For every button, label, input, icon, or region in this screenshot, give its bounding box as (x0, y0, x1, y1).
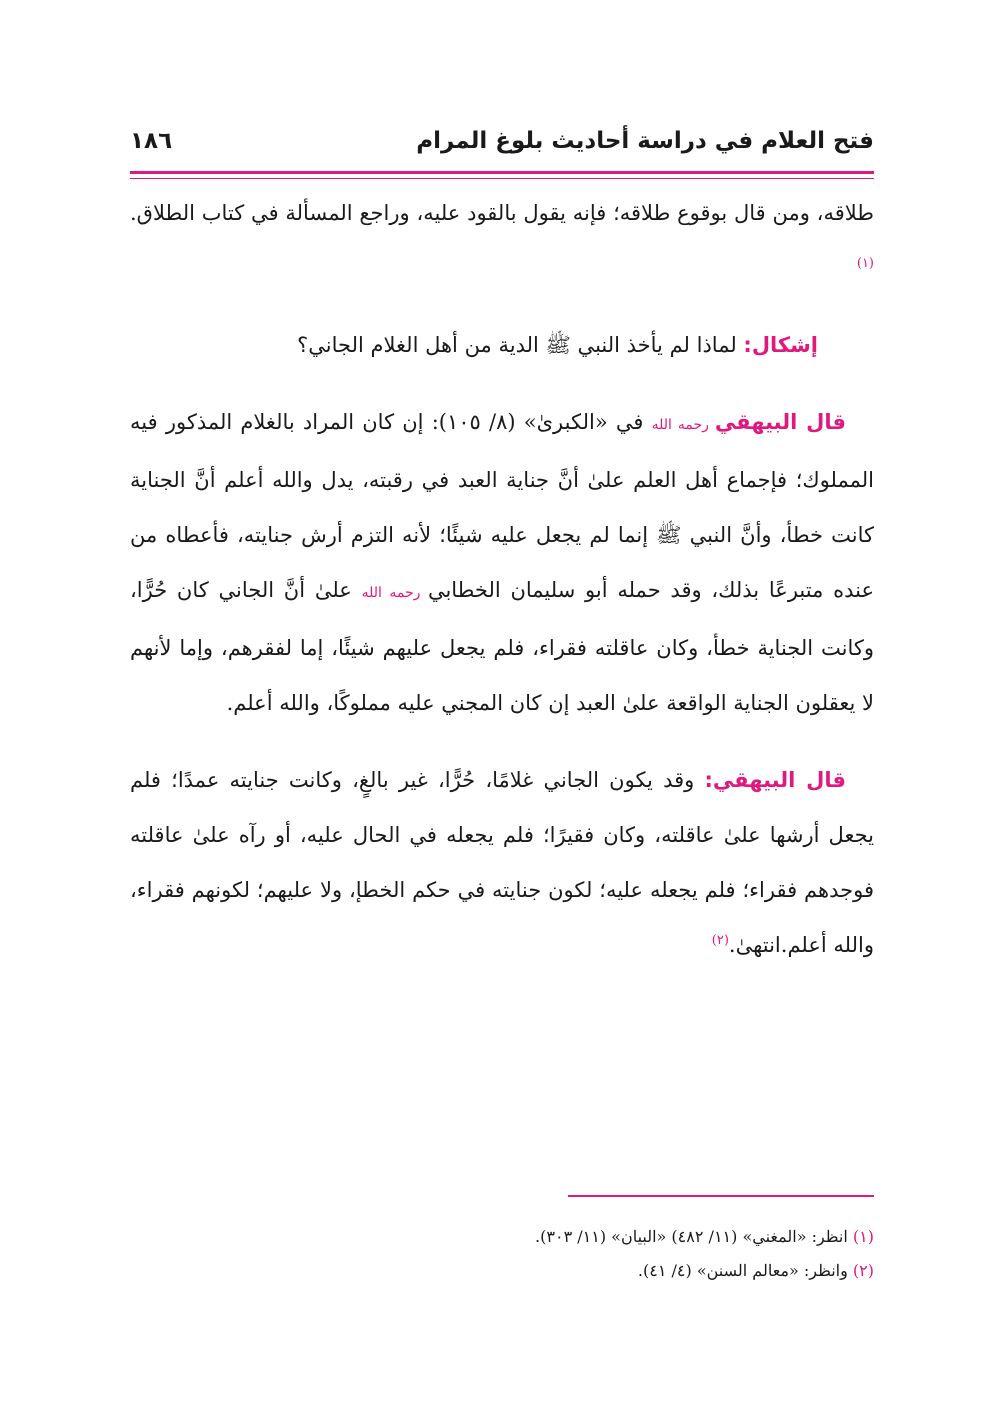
paragraph-2-question (130, 318, 874, 373)
paragraph-3-text: في «الكبرىٰ» (٨/ ١٠٥): إن كان المراد بالغلام المذكور فيه المملوك؛ فإجماع أهل العلم علىٰ أنَّ جناية العبد في رقبته، يدل والله أعلم أنَّ الجناية كانت خطأ، وأنَّ النبي ﷺ إنما لم يجعل عليه شيئًا؛ لأنه التزم أرش جنايته، فأعطاه من عنده متبرعًا بذلك، وقد حمله أبو سليمان الخطابي (130, 410, 874, 602)
paragraph-4-text: وقد يكون الجاني غلامًا، حُرًّا، غير بالغٍ، وكانت جنايته عمدًا؛ فلم يجعل أرشها علىٰ عاقلته، وكان فقيرًا؛ فلم يجعله في الحال عليه، أو رآه علىٰ عاقلته فوجدهم فقراء؛ فلم يجعله عليه؛ لكون جنايته في حكم الخطإ، ولا عليهم؛ لكونهم فقراء، والله أعلم.انتهىٰ. (130, 768, 874, 957)
book-page (130, 0, 874, 1418)
paragraph-3 (130, 395, 874, 731)
footnote-2-number: (٢) (852, 1261, 874, 1280)
paragraph-1-text: طلاقه، ومن قال بوقوع طلاقه؛ فإنه يقول بالقود عليه، وراجع المسألة في كتاب الطلاق. (130, 201, 874, 225)
footnote-1 (130, 1220, 874, 1254)
page-number: ١٨٦ (130, 128, 173, 154)
footnote-2-text: وانظر: «معالم السنن» (٤/ ٤١). (637, 1261, 853, 1280)
footnote-separator (568, 1195, 874, 1197)
honorific-1: رحمه الله (651, 417, 715, 433)
paragraph-1 (130, 186, 874, 296)
running-title: فتح العلام في دراسة أحاديث بلوغ المرام (416, 128, 874, 154)
footnote-2 (130, 1254, 874, 1288)
footnotes (130, 1220, 874, 1288)
paragraph-3-text-2: علىٰ أنَّ الجاني كان حُرًّا، وكانت الجناية خطأ، وكان عاقلته فقراء، فلم يجعل عليهم شيئًا، إما لفقرهم، وإما لأنهم لا يعقلون الجناية الواقعة علىٰ العبد إن كان المجني عليه مملوكًا، والله أعلم. (130, 578, 874, 715)
footnote-ref-1[interactable]: (١) (856, 256, 874, 271)
footnote-1-number: (١) (852, 1227, 874, 1246)
footnote-1-text: انظر: «المغني» (١١/ ٤٨٢) «البيان» (١١/ ٣٠٣). (535, 1227, 853, 1246)
bayhaqi-term-1: قال البيهقي (714, 410, 846, 434)
paragraph-2-text: لماذا لم يأخذ النبي ﷺ الدية من أهل الغلام الجاني؟ (297, 333, 744, 357)
main-text (130, 186, 874, 973)
paragraph-4 (130, 753, 874, 973)
bayhaqi-term-2: قال البيهقي: (704, 768, 846, 792)
header-rule-thin (130, 178, 874, 179)
footnote-ref-2[interactable]: (٢) (711, 933, 729, 948)
issue-term: إشكال: (743, 333, 818, 357)
header-rule-thick (130, 171, 874, 174)
page-header (130, 128, 874, 168)
honorific-2: رحمه الله (361, 585, 428, 601)
